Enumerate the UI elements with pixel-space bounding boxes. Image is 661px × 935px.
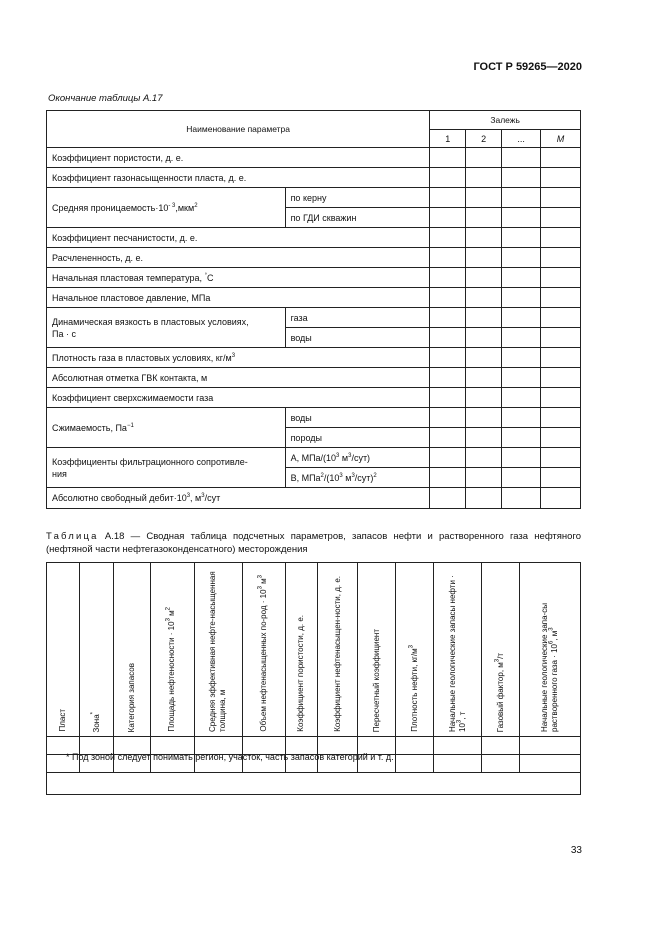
row-dissection: Расчлененность, д. е. (47, 248, 430, 268)
header-oil-area: Площадь нефтеносности · $10^3$ $м^2$ (151, 563, 195, 737)
header-zone: Зона* (80, 563, 113, 737)
header-rock-volume: Объем нефтенасыщенных $по-род \cdot 10^3$ $м^3$ (242, 563, 285, 737)
comp-rock: породы (285, 428, 430, 448)
standard-number: ГОСТ Р 59265—2020 (473, 61, 582, 73)
table-a17 (46, 110, 581, 509)
comp-water: воды (285, 408, 430, 428)
row-compressibility: Сжимаемость, $Па^{-1}$ (47, 408, 286, 448)
visc-water: воды (285, 328, 430, 348)
deposit-header: Залежь (430, 111, 581, 130)
col-m: M (541, 130, 581, 148)
row-aof: Абсолютно свободный $дебит\cdot 10^3$, $м^3$/сут (47, 488, 430, 509)
header-gas-reserves: Начальные геологические запа-сы растворенного газа · $10^6$, $м^3$ (519, 563, 580, 737)
table-a18-caption: Таблица А.18 — Сводная таблица подсчетных параметров, запасов нефти и растворенного газа нефтяного (нефтяной части нефтегазоконденсатного) месторождения (46, 531, 581, 555)
header-porosity: Коэффициент пористости, д. е. (285, 563, 318, 737)
row-gas-density: Плотность газа в пластовых условиях, $кг/м^3$ (47, 348, 430, 368)
visc-gas: газа (285, 308, 430, 328)
header-oil-saturation: Коэффициент нефтенасыщен-ности, д. е. (318, 563, 358, 737)
filt-a: А, МПа/($10^3$ $м^3/сут$) (285, 448, 430, 468)
param-name-header: Наименование параметра (47, 111, 430, 148)
row-temperature: Начальная пластовая температура, °С (47, 268, 430, 288)
header-gas-factor: Газовый фактор, $м^3/т$ (482, 563, 519, 737)
header-thickness: Средняя эффективная нефте-насыщенная толщина, м (194, 563, 242, 737)
row-sand: Коэффициент песчанистости, д. е. (47, 228, 430, 248)
col-ellipsis: ... (502, 130, 541, 148)
row-gwc: Абсолютная отметка ГВК контакта, м (47, 368, 430, 388)
header-category: Категория запасов (113, 563, 150, 737)
row-supercompress: Коэффициент сверхсжимаемости газа (47, 388, 430, 408)
row-porosity: Коэффициент пористости, д. е. (47, 148, 430, 168)
footnote: * Под зоной следует понимать регион, участок, часть запасов категорий и т. д. (66, 752, 394, 762)
filt-b: В, $МПа^2/(10^3$ $м^3/сут)^2$ (285, 468, 430, 488)
page-number: 33 (570, 845, 582, 856)
header-layer: Пласт (47, 563, 80, 737)
row-pressure: Начальное пластовое давление, МПа (47, 288, 430, 308)
col-2: 2 (466, 130, 502, 148)
row-gas-saturation: Коэффициент газонасыщенности пласта, д. е. (47, 168, 430, 188)
row-viscosity: Динамическая вязкость в пластовых условиях, Па · с (47, 308, 286, 348)
header-oil-reserves: Начальные геологические запасы нефти · $10^3$, т (434, 563, 482, 737)
perm-gdi: по ГДИ скважин (285, 208, 430, 228)
table-a17-caption: Окончание таблицы А.17 (48, 93, 163, 104)
row-filtration: Коэффициенты фильтрационного сопротивле- ния (47, 448, 286, 488)
row-permeability: Средняя $проницаемость\cdot 10^{- 3},мкм^2$ (47, 188, 286, 228)
header-conversion: Пересчетный коэффициент (358, 563, 396, 737)
perm-core: по керну (285, 188, 430, 208)
col-1: 1 (430, 130, 466, 148)
header-oil-density: Плотность нефти, $кг/м^3$ (396, 563, 434, 737)
